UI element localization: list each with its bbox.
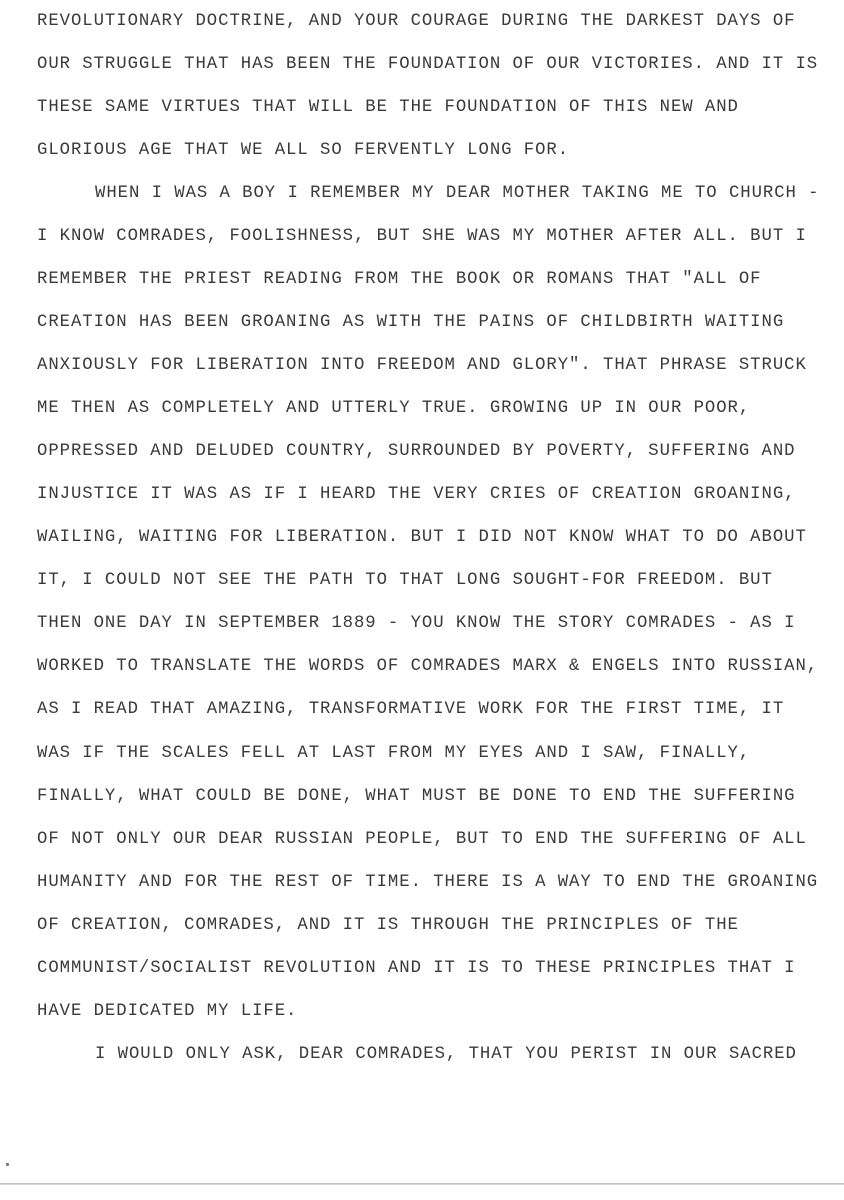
text-line: FINALLY, WHAT COULD BE DONE, WHAT MUST BE DONE TO END THE SUFFERING [37, 787, 796, 806]
paragraph-start-line: WHEN I WAS A BOY I REMEMBER MY DEAR MOTHER TAKING ME TO CHURCH - [95, 184, 820, 203]
text-line: REMEMBER THE PRIEST READING FROM THE BOOK OR ROMANS THAT "ALL OF [37, 270, 762, 289]
text-line: WAS IF THE SCALES FELL AT LAST FROM MY EYES AND I SAW, FINALLY, [37, 744, 751, 763]
text-line: THEN ONE DAY IN SEPTEMBER 1889 - YOU KNOW THE STORY COMRADES - AS I [37, 614, 796, 633]
text-line: OF CREATION, COMRADES, AND IT IS THROUGH THE PRINCIPLES OF THE [37, 916, 739, 935]
text-line: OUR STRUGGLE THAT HAS BEEN THE FOUNDATION OF OUR VICTORIES. AND IT IS [37, 55, 819, 74]
paragraph-start-line: I WOULD ONLY ASK, DEAR COMRADES, THAT YOU PERIST IN OUR SACRED [95, 1045, 797, 1064]
text-line: ME THEN AS COMPLETELY AND UTTERLY TRUE. GROWING UP IN OUR POOR, [37, 399, 751, 418]
text-line: COMMUNIST/SOCIALIST REVOLUTION AND IT IS TO THESE PRINCIPLES THAT I [37, 959, 796, 978]
scan-speck [6, 1163, 9, 1166]
text-line: THESE SAME VIRTUES THAT WILL BE THE FOUNDATION OF THIS NEW AND [37, 98, 739, 117]
text-line: REVOLUTIONARY DOCTRINE, AND YOUR COURAGE DURING THE DARKEST DAYS OF [37, 12, 796, 31]
text-line: ANXIOUSLY FOR LIBERATION INTO FREEDOM AND GLORY". THAT PHRASE STRUCK [37, 356, 807, 375]
text-line: CREATION HAS BEEN GROANING AS WITH THE PAINS OF CHILDBIRTH WAITING [37, 313, 785, 332]
text-line: I KNOW COMRADES, FOOLISHNESS, BUT SHE WAS MY MOTHER AFTER ALL. BUT I [37, 227, 807, 246]
text-line: GLORIOUS AGE THAT WE ALL SO FERVENTLY LONG FOR. [37, 141, 570, 160]
text-line: OPPRESSED AND DELUDED COUNTRY, SURROUNDED BY POVERTY, SUFFERING AND [37, 442, 796, 461]
text-line: AS I READ THAT AMAZING, TRANSFORMATIVE WORK FOR THE FIRST TIME, IT [37, 700, 785, 719]
text-line: IT, I COULD NOT SEE THE PATH TO THAT LONG SOUGHT-FOR FREEDOM. BUT [37, 571, 773, 590]
text-line: OF NOT ONLY OUR DEAR RUSSIAN PEOPLE, BUT TO END THE SUFFERING OF ALL [37, 830, 807, 849]
text-line: WORKED TO TRANSLATE THE WORDS OF COMRADES MARX & ENGELS INTO RUSSIAN, [37, 657, 819, 676]
text-line: WAILING, WAITING FOR LIBERATION. BUT I DID NOT KNOW WHAT TO DO ABOUT [37, 528, 807, 547]
page-edge-rule [0, 1183, 844, 1185]
text-line: HAVE DEDICATED MY LIFE. [37, 1002, 298, 1021]
text-line: HUMANITY AND FOR THE REST OF TIME. THERE IS A WAY TO END THE GROANING [37, 873, 819, 892]
text-line: INJUSTICE IT WAS AS IF I HEARD THE VERY CRIES OF CREATION GROANING, [37, 485, 796, 504]
